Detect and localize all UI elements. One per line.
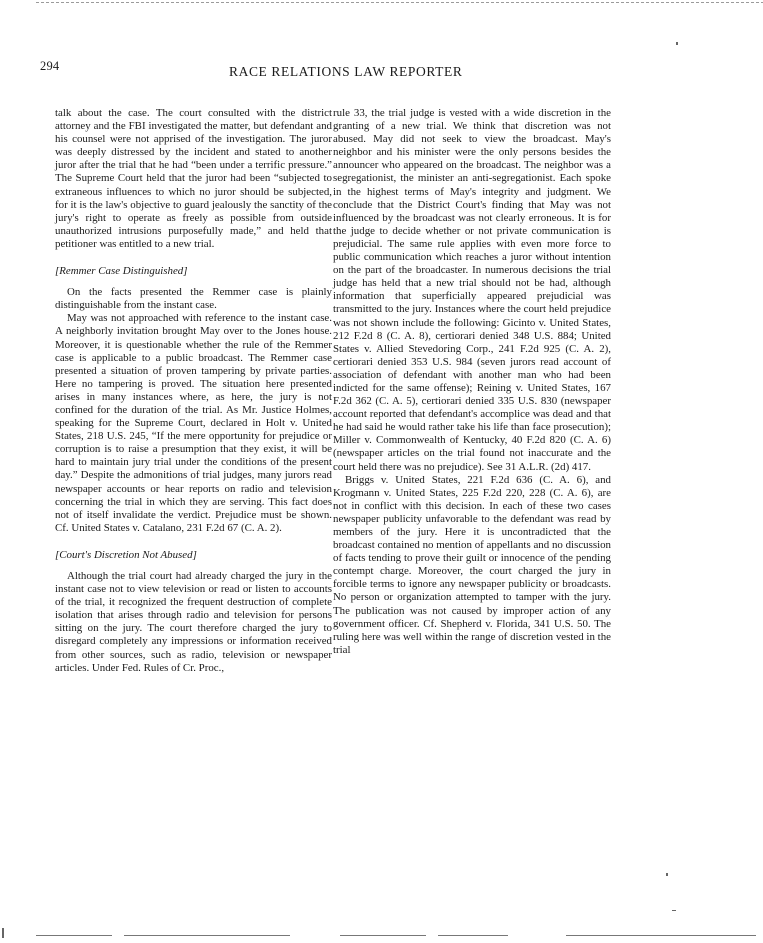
bottom-edge-rule xyxy=(36,935,112,936)
right-paragraph-1: rule 33, the trial judge is vested with a wide discretion in the granting of a new trial. We think that discretion was not abused. May did not seek to view the broadcast. May's neighbor and his minister were the only persons besides the announcer who appeared on the broadcast. The neighbor was a segregationist, the minister an anti-segregationist. Each spoke in the highest terms of May's integrity and judgment. We conclude that the District Court's finding that May was not influenced by the broadcast was not clearly erroneous. It is for the judge to decide whether or not private communication is prejudicial. The same rule applies with even more force to public communication which reaches a juror without intention on the part of the broadcaster. In numerous decisions the trial judge has held that a new trial should not be had, although information that superficially appeared prejudicial was transmitted to the jury. Instances where the court held prejudice was not shown include the following: Gicinto v. United States, 212 F.2d 8 (C. A. 8), certiorari denied 348 U.S. 884; United States v. Allied Stevedoring Corp., 241 F.2d 925 (C. A. 2), certiorari denied 353 U.S. 984 (seven jurors read account of association of defendant with another man who had been indicted for the same offense); Reining v. United States, 167 F.2d 362 (C. A. 5), certiorari denied 335 U.S. 830 (newspaper account reported that defendant's accomplice was dead and that he had said he would rather take his life than face prosecution); Miller v. Commonwealth of Kentucky, 40 F.2d 820 (C. A. 6) (newspaper articles on the trial found not inaccurate and the court held there was no prejudice). See 31 A.L.R. (2d) 417. xyxy=(333,107,611,473)
left-paragraph-4: Although the trial court had already charged the jury in the instant case not to view television or read or listen to accounts of the trial, it recognized the frequent destruction of complete isolation that arises through radio and television for persons sitting on the jury. The court therefore charged the jury to disregard completely any impressions or information received from other sources, such as radio, television or newspaper articles. Under Fed. Rules of Cr. Proc., xyxy=(55,570,332,674)
bottom-edge-rule xyxy=(340,935,426,936)
left-column xyxy=(55,107,332,675)
subheading-court-discretion: [Court's Discretion Not Abused] xyxy=(55,548,197,561)
scan-speck xyxy=(2,928,4,938)
top-edge-rule xyxy=(36,2,763,3)
bottom-edge-rule xyxy=(124,935,290,936)
scan-speck xyxy=(666,873,668,876)
left-paragraph-3: May was not approached with reference to the instant case. A neighborly invitation brought May over to the Jones house. Moreover, it is questionable whether the rule of the Remmer case is applicable to a public broadcast. The Remmer case presented a situation of proven tampering by private parties. Here no tampering is proved. The situation here presented arises in many instances where, as here, the jury is not confined for the duration of the trial. As Mr. Justice Holmes, speaking for the Supreme Court, declared in Holt v. United States, 218 U.S. 245, “If the mere opportunity for prejudice or corruption is to raise a presumption that they exist, it will be hard to maintain jury trial under the conditions of the present day.” Despite the admonitions of trial judges, many jurors read newspaper accounts or hear reports on radio and television concerning the trial in which they are serving. This fact does not of itself invalidate the verdict. Prejudice must be shown. Cf. United States v. Catalano, 231 F.2d 67 (C. A. 2). xyxy=(55,312,332,534)
page-number: 294 xyxy=(40,59,60,73)
subheading-remmer-case: [Remmer Case Distinguished] xyxy=(55,265,188,278)
left-paragraph-2: On the facts presented the Remmer case is plainly distinguishable from the instant case. xyxy=(55,286,332,312)
right-column xyxy=(333,107,611,657)
bottom-edge-rule xyxy=(438,935,508,936)
scan-speck xyxy=(672,910,676,911)
right-paragraph-2: Briggs v. United States, 221 F.2d 636 (C. A. 6), and Krogmann v. United States, 225 F.2d 220, 228 (C. A. 6), are not in conflict with this decision. In each of these two cases newspaper publicity unfavorable to the defendant was read by members of the jury. Here it is uncontradicted that the broadcast contained no mention of appellants and no discussion of facts tending to prove their guilt or innocence of the pending contempt charge. Moreover, the court charged the jury in forcible terms to ignore any newspaper publicity or broadcasts. No person or organization attempted to tamper with the jury. The publication was not caused by improper action of any government officer. Cf. Shepherd v. Florida, 341 U.S. 50. The ruling here was well within the range of discretion vested in the trial xyxy=(333,473,611,656)
bottom-edge-rule xyxy=(566,935,756,936)
left-paragraph-1: talk about the case. The court consulted with the district attorney and the FBI investigated the matter, but defendant and his counsel were not apprised of the investigation. The juror was deeply distressed by the incident and stated to another juror after the trial that he had “been under a terrific pressure.” The Supreme Court held that the juror had been “subjected to extraneous influences to which no juror should be subjected, for it is the law's objective to guard jealously the sanctity of the jury's right to operate as freely as possible from outside unauthorized intrusions purposefully made,” and held that petitioner was entitled to a new trial. xyxy=(55,107,332,250)
scan-speck xyxy=(676,42,678,45)
running-head: RACE RELATIONS LAW REPORTER xyxy=(229,64,463,79)
